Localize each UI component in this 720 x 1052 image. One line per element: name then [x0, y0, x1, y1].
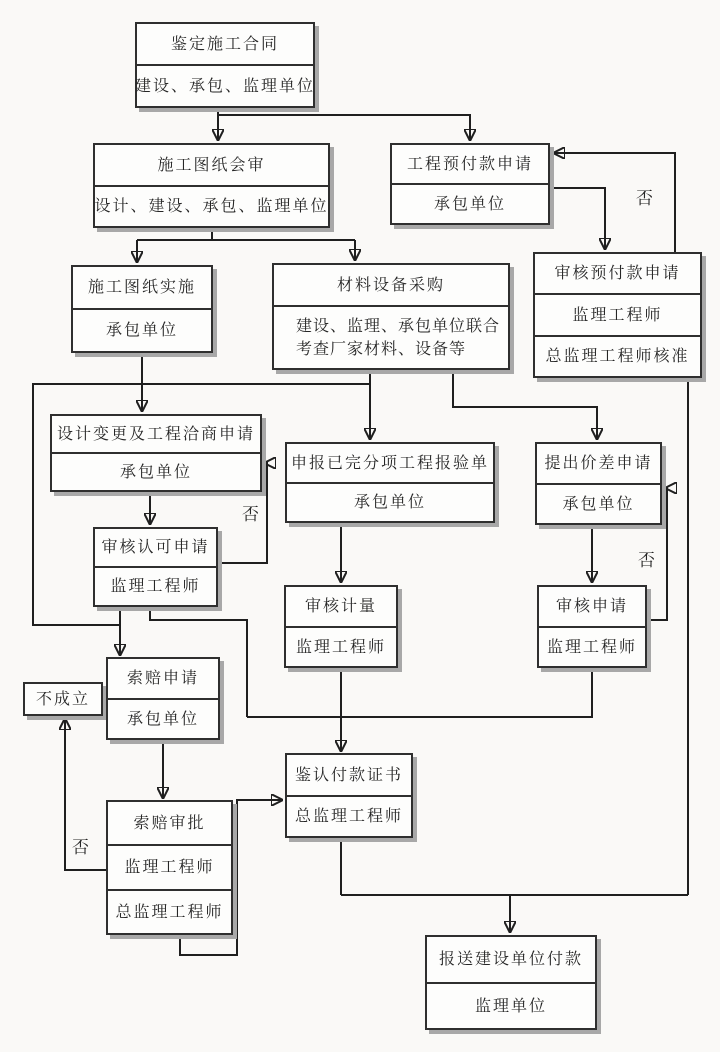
- node-drawing-review: [93, 143, 330, 228]
- node-title: 报送建设单位付款: [438, 949, 583, 969]
- node-actor: 承包单位: [392, 183, 548, 223]
- node-actor: [274, 305, 508, 368]
- node-approval-review: [93, 527, 218, 607]
- node-title: 申报已完分项工程报验单: [291, 452, 490, 472]
- node-prepayment-review: [533, 252, 702, 378]
- node-actor: 监理单位: [427, 982, 595, 1029]
- node-title: 鉴定施工合同: [170, 33, 279, 53]
- node-actor: 监理工程师: [539, 626, 645, 667]
- label-no-claim-loop: 否: [72, 838, 89, 858]
- node-title: 提出价差申请: [544, 453, 653, 473]
- node-actor: 承包单位: [537, 483, 660, 524]
- node-title: 施工图纸实施: [87, 277, 196, 297]
- node-title: 审核预付款申请: [554, 263, 681, 283]
- node-actor: 承包单位: [287, 482, 493, 522]
- node-title: 审核申请: [555, 596, 628, 616]
- node-approver: 总监理工程师: [108, 889, 231, 933]
- edge-procurement-to-price-difference: [453, 370, 597, 439]
- label-no-design-change-loop: 否: [242, 505, 259, 525]
- node-material-procurement: [272, 263, 510, 370]
- node-actor: 监理工程师: [108, 844, 231, 888]
- node-actor-line2: 考查厂家材料、设备等: [296, 338, 467, 358]
- node-design-change-request: [50, 414, 262, 492]
- edge-contract-to-prepayment-request: [218, 115, 470, 140]
- node-title: 不成立: [35, 688, 90, 708]
- node-application-review: [537, 585, 647, 668]
- node-sign-contract: [135, 22, 315, 108]
- node-prepayment-request: [390, 143, 550, 225]
- node-title: 材料设备采购: [336, 275, 445, 295]
- node-title: 索赔审批: [133, 812, 206, 832]
- node-actor: 建设、承包、监理单位: [137, 64, 313, 106]
- node-actor: 总监理工程师: [287, 795, 411, 837]
- edge-prepayment-request-to-review: [550, 188, 605, 249]
- node-title: 审核计量: [304, 596, 377, 616]
- node-payment-certificate: [285, 753, 413, 838]
- node-title: 鉴认付款证书: [294, 764, 403, 784]
- node-actor: 监理工程师: [535, 293, 700, 334]
- node-title: 索赔申请: [126, 668, 199, 688]
- node-drawing-implementation: [71, 265, 213, 353]
- label-no-prepayment-loop: 否: [636, 189, 653, 209]
- node-title: 审核认可申请: [101, 537, 210, 557]
- node-actor: 承包单位: [108, 698, 218, 739]
- node-price-difference-request: [535, 442, 662, 525]
- node-claim-approval: [106, 800, 233, 935]
- edge-application-review-to-collector: [341, 668, 592, 717]
- node-title: 设计变更及工程洽商申请: [56, 423, 255, 443]
- node-actor: 承包单位: [73, 308, 211, 351]
- node-not-established: [23, 682, 103, 716]
- node-title: 工程预付款申请: [406, 153, 533, 173]
- node-actor: 承包单位: [52, 452, 260, 490]
- node-actor: 设计、建设、承包、监理单位: [95, 185, 328, 227]
- node-submit-payment: [425, 935, 597, 1030]
- edge-prepayment-review-no-loop: [554, 153, 675, 252]
- node-actor: 监理工程师: [286, 626, 396, 667]
- node-title: 施工图纸会审: [157, 154, 266, 174]
- node-completed-work-report: [285, 442, 495, 523]
- node-actor: 监理工程师: [95, 566, 216, 605]
- node-actor-line1: 建设、监理、承包单位联合: [296, 316, 501, 336]
- label-no-price-difference-loop: 否: [638, 551, 655, 571]
- node-measurement-review: [284, 585, 398, 668]
- node-claim-request: [106, 657, 220, 740]
- node-approver: 总监理工程师核准: [535, 335, 700, 376]
